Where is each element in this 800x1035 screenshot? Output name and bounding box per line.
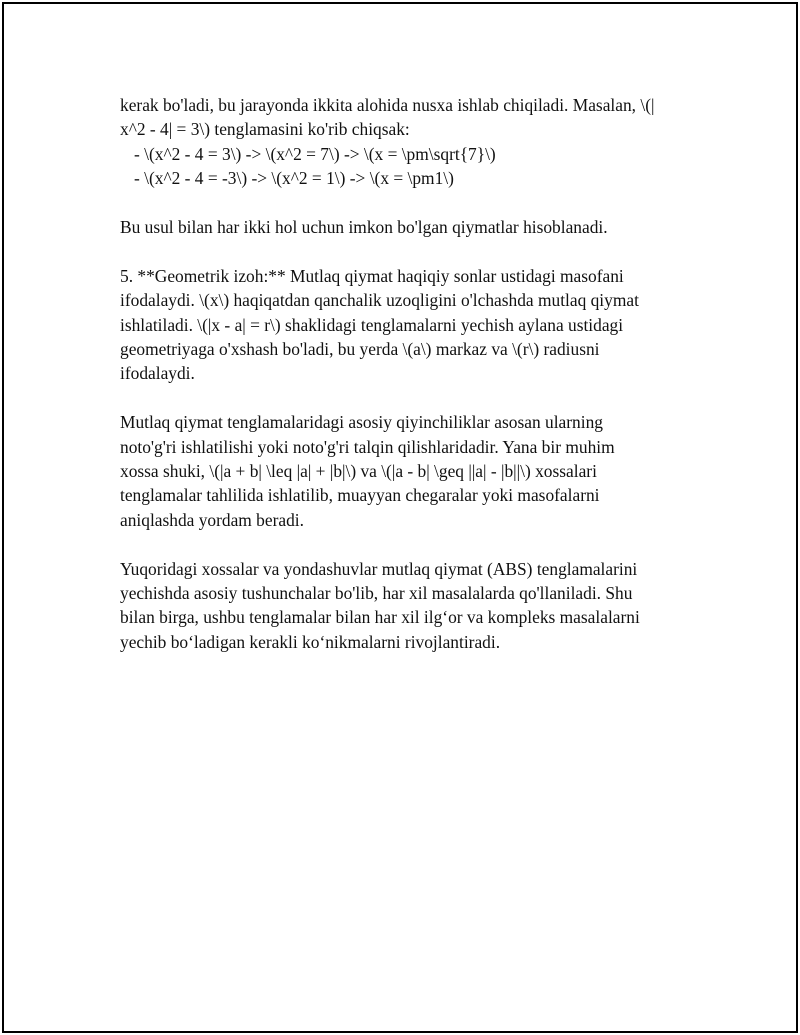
text-line: bilan birga, ushbu tenglamalar bilan har xil ilg‘or va kompleks masalalarni bbox=[120, 607, 640, 628]
case-line-negative: - \(x^2 - 4 = -3\) -> \(x^2 = 1\) -> \(x = \pm1\) bbox=[134, 168, 454, 189]
text-line: Bu usul bilan har ikki hol uchun imkon bo'lgan qiymatlar hisoblanadi. bbox=[120, 217, 608, 238]
document-body bbox=[120, 93, 690, 679]
case-line-positive: - \(x^2 - 4 = 3\) -> \(x^2 = 7\) -> \(x = \pm\sqrt{7}\) bbox=[134, 143, 496, 164]
text-line: 5. **Geometrik izoh:** Mutlaq qiymat haqiqiy sonlar ustidagi masofani bbox=[120, 265, 624, 286]
paragraph-method-summary bbox=[120, 215, 690, 239]
paragraph-difficulties bbox=[120, 410, 690, 532]
text-line: tenglamalar tahlilida ishlatilib, muayyan chegaralar yoki masofalarni bbox=[120, 485, 600, 506]
text-line: Mutlaq qiymat tenglamalaridagi asosiy qiyinchiliklar asosan ularning bbox=[120, 412, 603, 433]
text-line: ishlatiladi. \(|x - a| = r\) shaklidagi tenglamalarni yechish aylana ustidagi bbox=[120, 314, 624, 335]
paragraph-conclusion bbox=[120, 557, 690, 655]
document-page bbox=[2, 2, 798, 1033]
text-line: noto'g'ri ishlatilishi yoki noto'g'ri talqin qilishlaridadir. Yana bir muhim bbox=[120, 436, 615, 457]
paragraph-geometric-interpretation bbox=[120, 264, 690, 386]
text-line: geometriyaga o'xshash bo'ladi, bu yerda \(a\) markaz va \(r\) radiusni bbox=[120, 339, 600, 360]
text-line: Yuqoridagi xossalar va yondashuvlar mutlaq qiymat (ABS) tenglamalarini bbox=[120, 558, 638, 579]
text-line: ifodalaydi. bbox=[120, 363, 195, 384]
text-line: yechib bo‘ladigan kerakli ko‘nikmalarni rivojlantiradi. bbox=[120, 631, 501, 652]
text-line: yechishda asosiy tushunchalar bo'lib, har xil masalalarda qo'llaniladi. Shu bbox=[120, 583, 633, 604]
text-line: aniqlashda yordam beradi. bbox=[120, 509, 304, 530]
text-line: kerak bo'ladi, bu jarayonda ikkita alohida nusxa ishlab chiqiladi. Masalan, \(| bbox=[120, 95, 655, 115]
text-line: x^2 - 4| = 3\) tenglamasini ko'rib chiqsak: bbox=[120, 119, 410, 140]
text-line: xossa shuki, \(|a + b| \leq |a| + |b|\) va \(|a - b| \geq ||a| - |b||\) xossalari bbox=[120, 461, 597, 482]
paragraph-abs-example bbox=[120, 93, 690, 191]
text-line: ifodalaydi. \(x\) haqiqatdan qanchalik uzoqligini o'lchashda mutlaq qiymat bbox=[120, 290, 639, 311]
